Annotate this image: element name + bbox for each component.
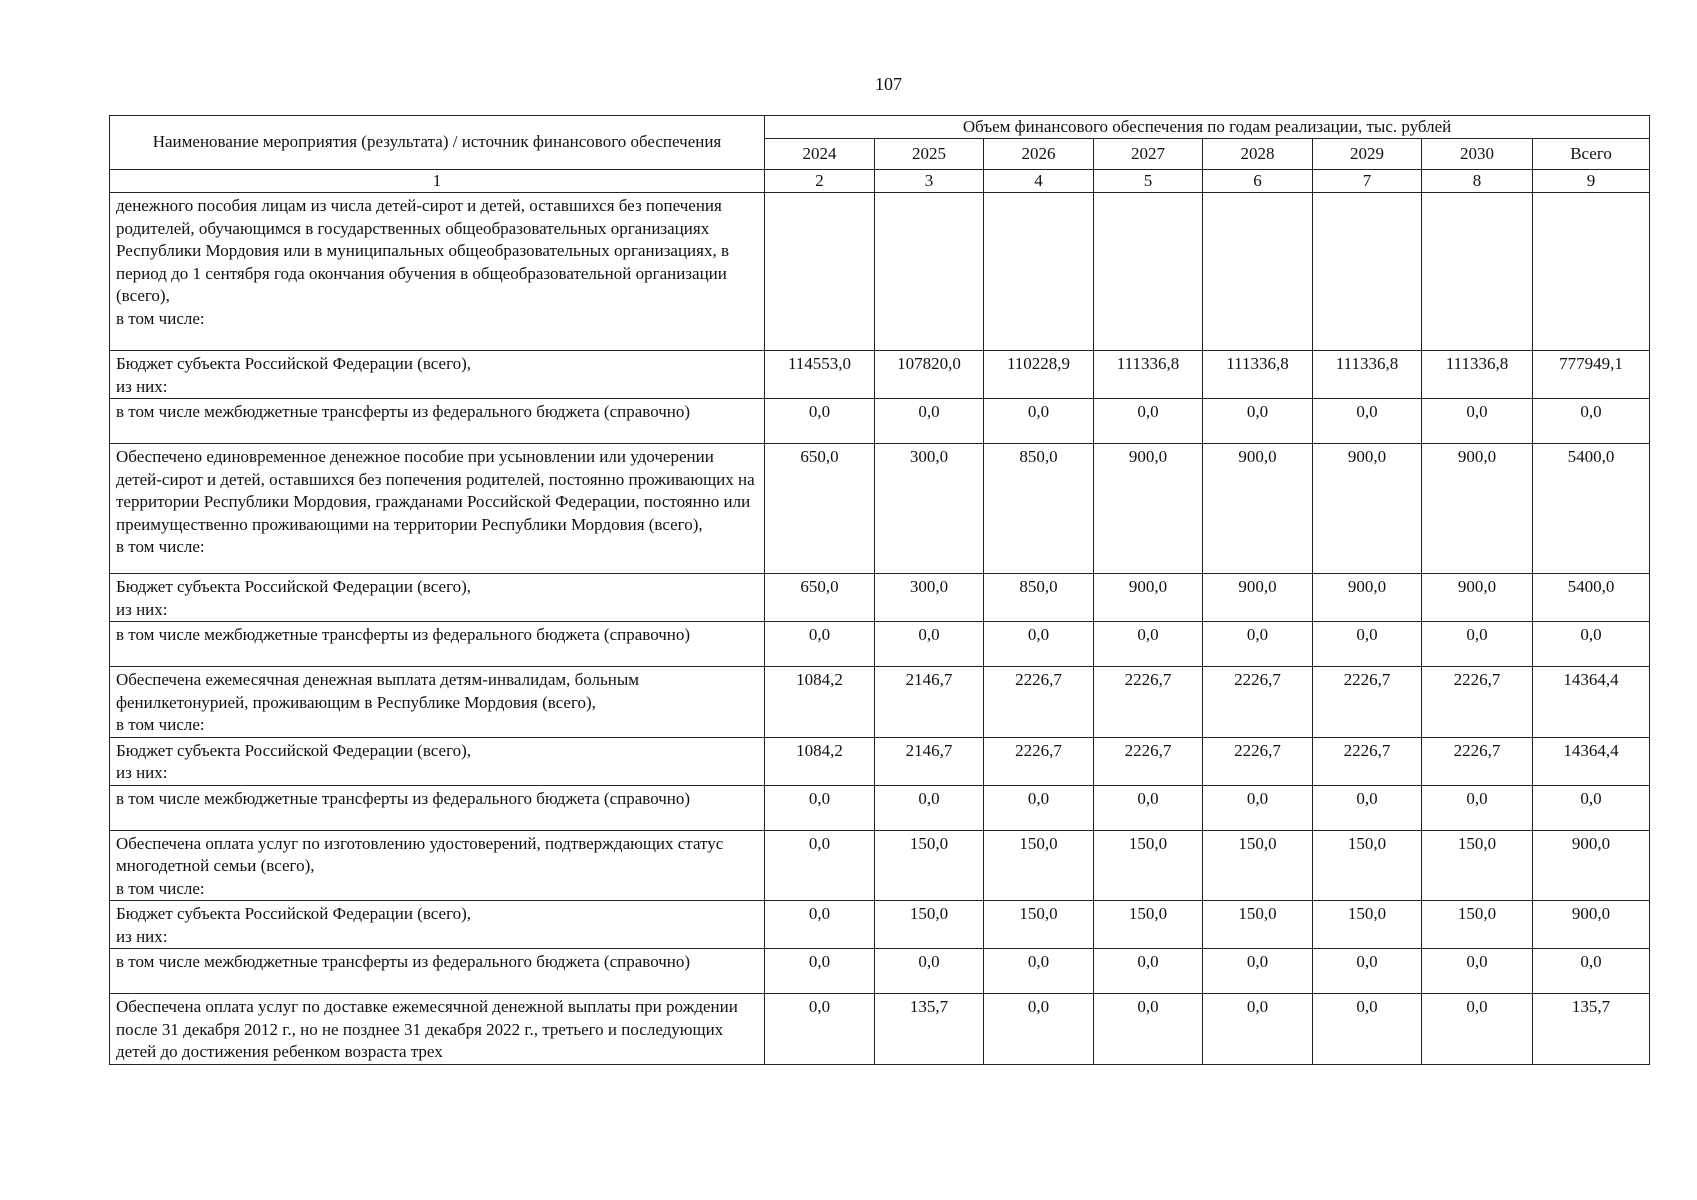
- row-value: 300,0: [875, 444, 984, 574]
- column-number: 1: [110, 170, 765, 193]
- row-value: 150,0: [1313, 830, 1422, 901]
- row-value: 2146,7: [875, 737, 984, 785]
- column-number: 3: [875, 170, 984, 193]
- table-row: [110, 785, 1650, 830]
- column-number: 8: [1422, 170, 1533, 193]
- row-value: 0,0: [984, 399, 1094, 444]
- table-body: [110, 193, 1650, 1065]
- column-numbers-row: [110, 170, 1650, 193]
- row-value: 0,0: [1533, 949, 1650, 994]
- row-value: 900,0: [1203, 574, 1313, 622]
- row-value: 777949,1: [1533, 351, 1650, 399]
- row-value: 0,0: [1422, 949, 1533, 994]
- header-year-7: 2030: [1422, 139, 1533, 170]
- row-value: 2226,7: [1313, 667, 1422, 738]
- header-year-6: 2029: [1313, 139, 1422, 170]
- row-value: 150,0: [1094, 830, 1203, 901]
- table-row: [110, 949, 1650, 994]
- row-value: 150,0: [1313, 901, 1422, 949]
- row-value: [1094, 193, 1203, 351]
- column-number: 7: [1313, 170, 1422, 193]
- row-value: 0,0: [984, 785, 1094, 830]
- row-label: Обеспечена оплата услуг по доставке ежемесячной денежной выплаты при рождении после 31 декабря 2012 г., но не позднее 31 декабря 2022 г., третьего и последующих детей до достижения ребенком возраста трех: [110, 994, 765, 1065]
- row-value: 0,0: [984, 994, 1094, 1065]
- row-label: Бюджет субъекта Российской Федерации (всего), из них:: [110, 901, 765, 949]
- row-value: 2226,7: [1203, 667, 1313, 738]
- row-value: 135,7: [875, 994, 984, 1065]
- row-value: 0,0: [1094, 399, 1203, 444]
- row-label: Бюджет субъекта Российской Федерации (всего), из них:: [110, 351, 765, 399]
- row-value: 2226,7: [1094, 737, 1203, 785]
- row-value: 0,0: [765, 399, 875, 444]
- row-value: 900,0: [1203, 444, 1313, 574]
- row-value: 150,0: [1094, 901, 1203, 949]
- row-label: Обеспечено единовременное денежное пособие при усыновлении или удочерении детей-сирот и детей, оставшихся без попечения родителей, постоянно проживающих на территории Республики Мордовия, гражданами Российской Федерации, постоянно или преимущественно проживающими на территории Республики Мордовия (всего), в том числе:: [110, 444, 765, 574]
- row-value: 150,0: [875, 830, 984, 901]
- row-value: 900,0: [1313, 574, 1422, 622]
- row-value: 150,0: [1422, 830, 1533, 901]
- row-value: 0,0: [1203, 949, 1313, 994]
- row-value: 0,0: [1313, 994, 1422, 1065]
- row-value: 0,0: [1313, 785, 1422, 830]
- row-value: [1313, 193, 1422, 351]
- row-value: 0,0: [765, 785, 875, 830]
- table-row: [110, 399, 1650, 444]
- row-value: [1533, 193, 1650, 351]
- row-value: 0,0: [984, 949, 1094, 994]
- row-value: 650,0: [765, 574, 875, 622]
- row-value: 150,0: [1203, 901, 1313, 949]
- row-value: 2146,7: [875, 667, 984, 738]
- column-number: 5: [1094, 170, 1203, 193]
- row-value: 111336,8: [1203, 351, 1313, 399]
- row-value: [984, 193, 1094, 351]
- row-value: 2226,7: [1094, 667, 1203, 738]
- row-value: 150,0: [984, 901, 1094, 949]
- row-value: 0,0: [875, 949, 984, 994]
- header-name-column: Наименование мероприятия (результата) / источник финансового обеспечения: [110, 116, 765, 170]
- row-value: [1203, 193, 1313, 351]
- row-value: 150,0: [1422, 901, 1533, 949]
- header-year-8: Всего: [1533, 139, 1650, 170]
- row-value: 0,0: [765, 901, 875, 949]
- row-value: 5400,0: [1533, 574, 1650, 622]
- row-value: 111336,8: [1422, 351, 1533, 399]
- table-row: [110, 667, 1650, 738]
- row-value: [875, 193, 984, 351]
- row-value: 0,0: [765, 949, 875, 994]
- column-number: 9: [1533, 170, 1650, 193]
- row-label: в том числе межбюджетные трансферты из федерального бюджета (справочно): [110, 785, 765, 830]
- row-value: 1084,2: [765, 737, 875, 785]
- table-row: [110, 193, 1650, 351]
- row-value: 0,0: [1203, 399, 1313, 444]
- row-value: [1422, 193, 1533, 351]
- row-value: 900,0: [1094, 444, 1203, 574]
- row-value: 0,0: [1313, 622, 1422, 667]
- table-row: [110, 574, 1650, 622]
- row-value: 114553,0: [765, 351, 875, 399]
- row-label: Обеспечена ежемесячная денежная выплата детям-инвалидам, больным фенилкетонурией, проживающим в Республике Мордовия (всего), в том числе:: [110, 667, 765, 738]
- row-value: 0,0: [765, 830, 875, 901]
- row-value: 2226,7: [1203, 737, 1313, 785]
- row-value: 2226,7: [984, 667, 1094, 738]
- column-number: 6: [1203, 170, 1313, 193]
- row-value: 0,0: [1533, 399, 1650, 444]
- row-value: 0,0: [1422, 994, 1533, 1065]
- row-value: 0,0: [1422, 785, 1533, 830]
- row-label: в том числе межбюджетные трансферты из федерального бюджета (справочно): [110, 622, 765, 667]
- row-value: 14364,4: [1533, 667, 1650, 738]
- row-value: 850,0: [984, 574, 1094, 622]
- row-value: 850,0: [984, 444, 1094, 574]
- row-value: 2226,7: [1313, 737, 1422, 785]
- row-value: 0,0: [875, 785, 984, 830]
- row-value: 0,0: [1094, 994, 1203, 1065]
- row-value: 0,0: [1094, 949, 1203, 994]
- row-value: 0,0: [1422, 399, 1533, 444]
- table-row: [110, 351, 1650, 399]
- table-row: [110, 622, 1650, 667]
- row-value: 0,0: [875, 399, 984, 444]
- row-value: 111336,8: [1094, 351, 1203, 399]
- page-number: 107: [875, 74, 902, 94]
- table-row: [110, 901, 1650, 949]
- column-number: 2: [765, 170, 875, 193]
- row-value: 900,0: [1533, 901, 1650, 949]
- row-value: 0,0: [1533, 622, 1650, 667]
- row-value: 0,0: [1313, 399, 1422, 444]
- row-value: 300,0: [875, 574, 984, 622]
- row-value: 0,0: [765, 622, 875, 667]
- row-value: 0,0: [875, 622, 984, 667]
- row-label: в том числе межбюджетные трансферты из федерального бюджета (справочно): [110, 399, 765, 444]
- header-volume-group: Объем финансового обеспечения по годам реализации, тыс. рублей: [765, 116, 1650, 139]
- row-value: 0,0: [1203, 785, 1313, 830]
- row-value: 150,0: [984, 830, 1094, 901]
- row-value: 0,0: [1422, 622, 1533, 667]
- row-value: [765, 193, 875, 351]
- table-row: [110, 830, 1650, 901]
- table-header: [110, 116, 1650, 193]
- header-year-3: 2026: [984, 139, 1094, 170]
- row-value: 14364,4: [1533, 737, 1650, 785]
- row-value: 5400,0: [1533, 444, 1650, 574]
- table-row: [110, 737, 1650, 785]
- row-value: 0,0: [984, 622, 1094, 667]
- row-value: 107820,0: [875, 351, 984, 399]
- row-value: 0,0: [1094, 622, 1203, 667]
- header-year-4: 2027: [1094, 139, 1203, 170]
- row-value: 0,0: [765, 994, 875, 1065]
- header-year-5: 2028: [1203, 139, 1313, 170]
- column-number: 4: [984, 170, 1094, 193]
- row-value: 900,0: [1094, 574, 1203, 622]
- header-year-2: 2025: [875, 139, 984, 170]
- row-label: денежного пособия лицам из числа детей-сирот и детей, оставшихся без попечения родителей, обучающимся в государственных общеобразовательных организациях Республики Мордовия или в муниципальных общеобразовательных организациях, в период до 1 сентября года окончания обучения в общеобразовательной организации (всего), в том числе:: [110, 193, 765, 351]
- row-value: 900,0: [1422, 444, 1533, 574]
- row-value: 0,0: [1203, 994, 1313, 1065]
- row-value: 111336,8: [1313, 351, 1422, 399]
- row-value: 2226,7: [1422, 667, 1533, 738]
- table-row: [110, 444, 1650, 574]
- financing-table: [109, 115, 1650, 1065]
- row-value: 900,0: [1313, 444, 1422, 574]
- row-value: 0,0: [1313, 949, 1422, 994]
- table-row: [110, 994, 1650, 1065]
- row-value: 2226,7: [984, 737, 1094, 785]
- row-value: 0,0: [1533, 785, 1650, 830]
- header-year-1: 2024: [765, 139, 875, 170]
- row-value: 0,0: [1203, 622, 1313, 667]
- row-value: 2226,7: [1422, 737, 1533, 785]
- row-value: 135,7: [1533, 994, 1650, 1065]
- row-value: 650,0: [765, 444, 875, 574]
- row-value: 900,0: [1422, 574, 1533, 622]
- row-label: Бюджет субъекта Российской Федерации (всего), из них:: [110, 574, 765, 622]
- row-value: 1084,2: [765, 667, 875, 738]
- row-value: 110228,9: [984, 351, 1094, 399]
- row-label: Бюджет субъекта Российской Федерации (всего), из них:: [110, 737, 765, 785]
- row-value: 150,0: [875, 901, 984, 949]
- row-label: Обеспечена оплата услуг по изготовлению удостоверений, подтверждающих статус многодетной семьи (всего), в том числе:: [110, 830, 765, 901]
- row-value: 150,0: [1203, 830, 1313, 901]
- row-label: в том числе межбюджетные трансферты из федерального бюджета (справочно): [110, 949, 765, 994]
- row-value: 900,0: [1533, 830, 1650, 901]
- row-value: 0,0: [1094, 785, 1203, 830]
